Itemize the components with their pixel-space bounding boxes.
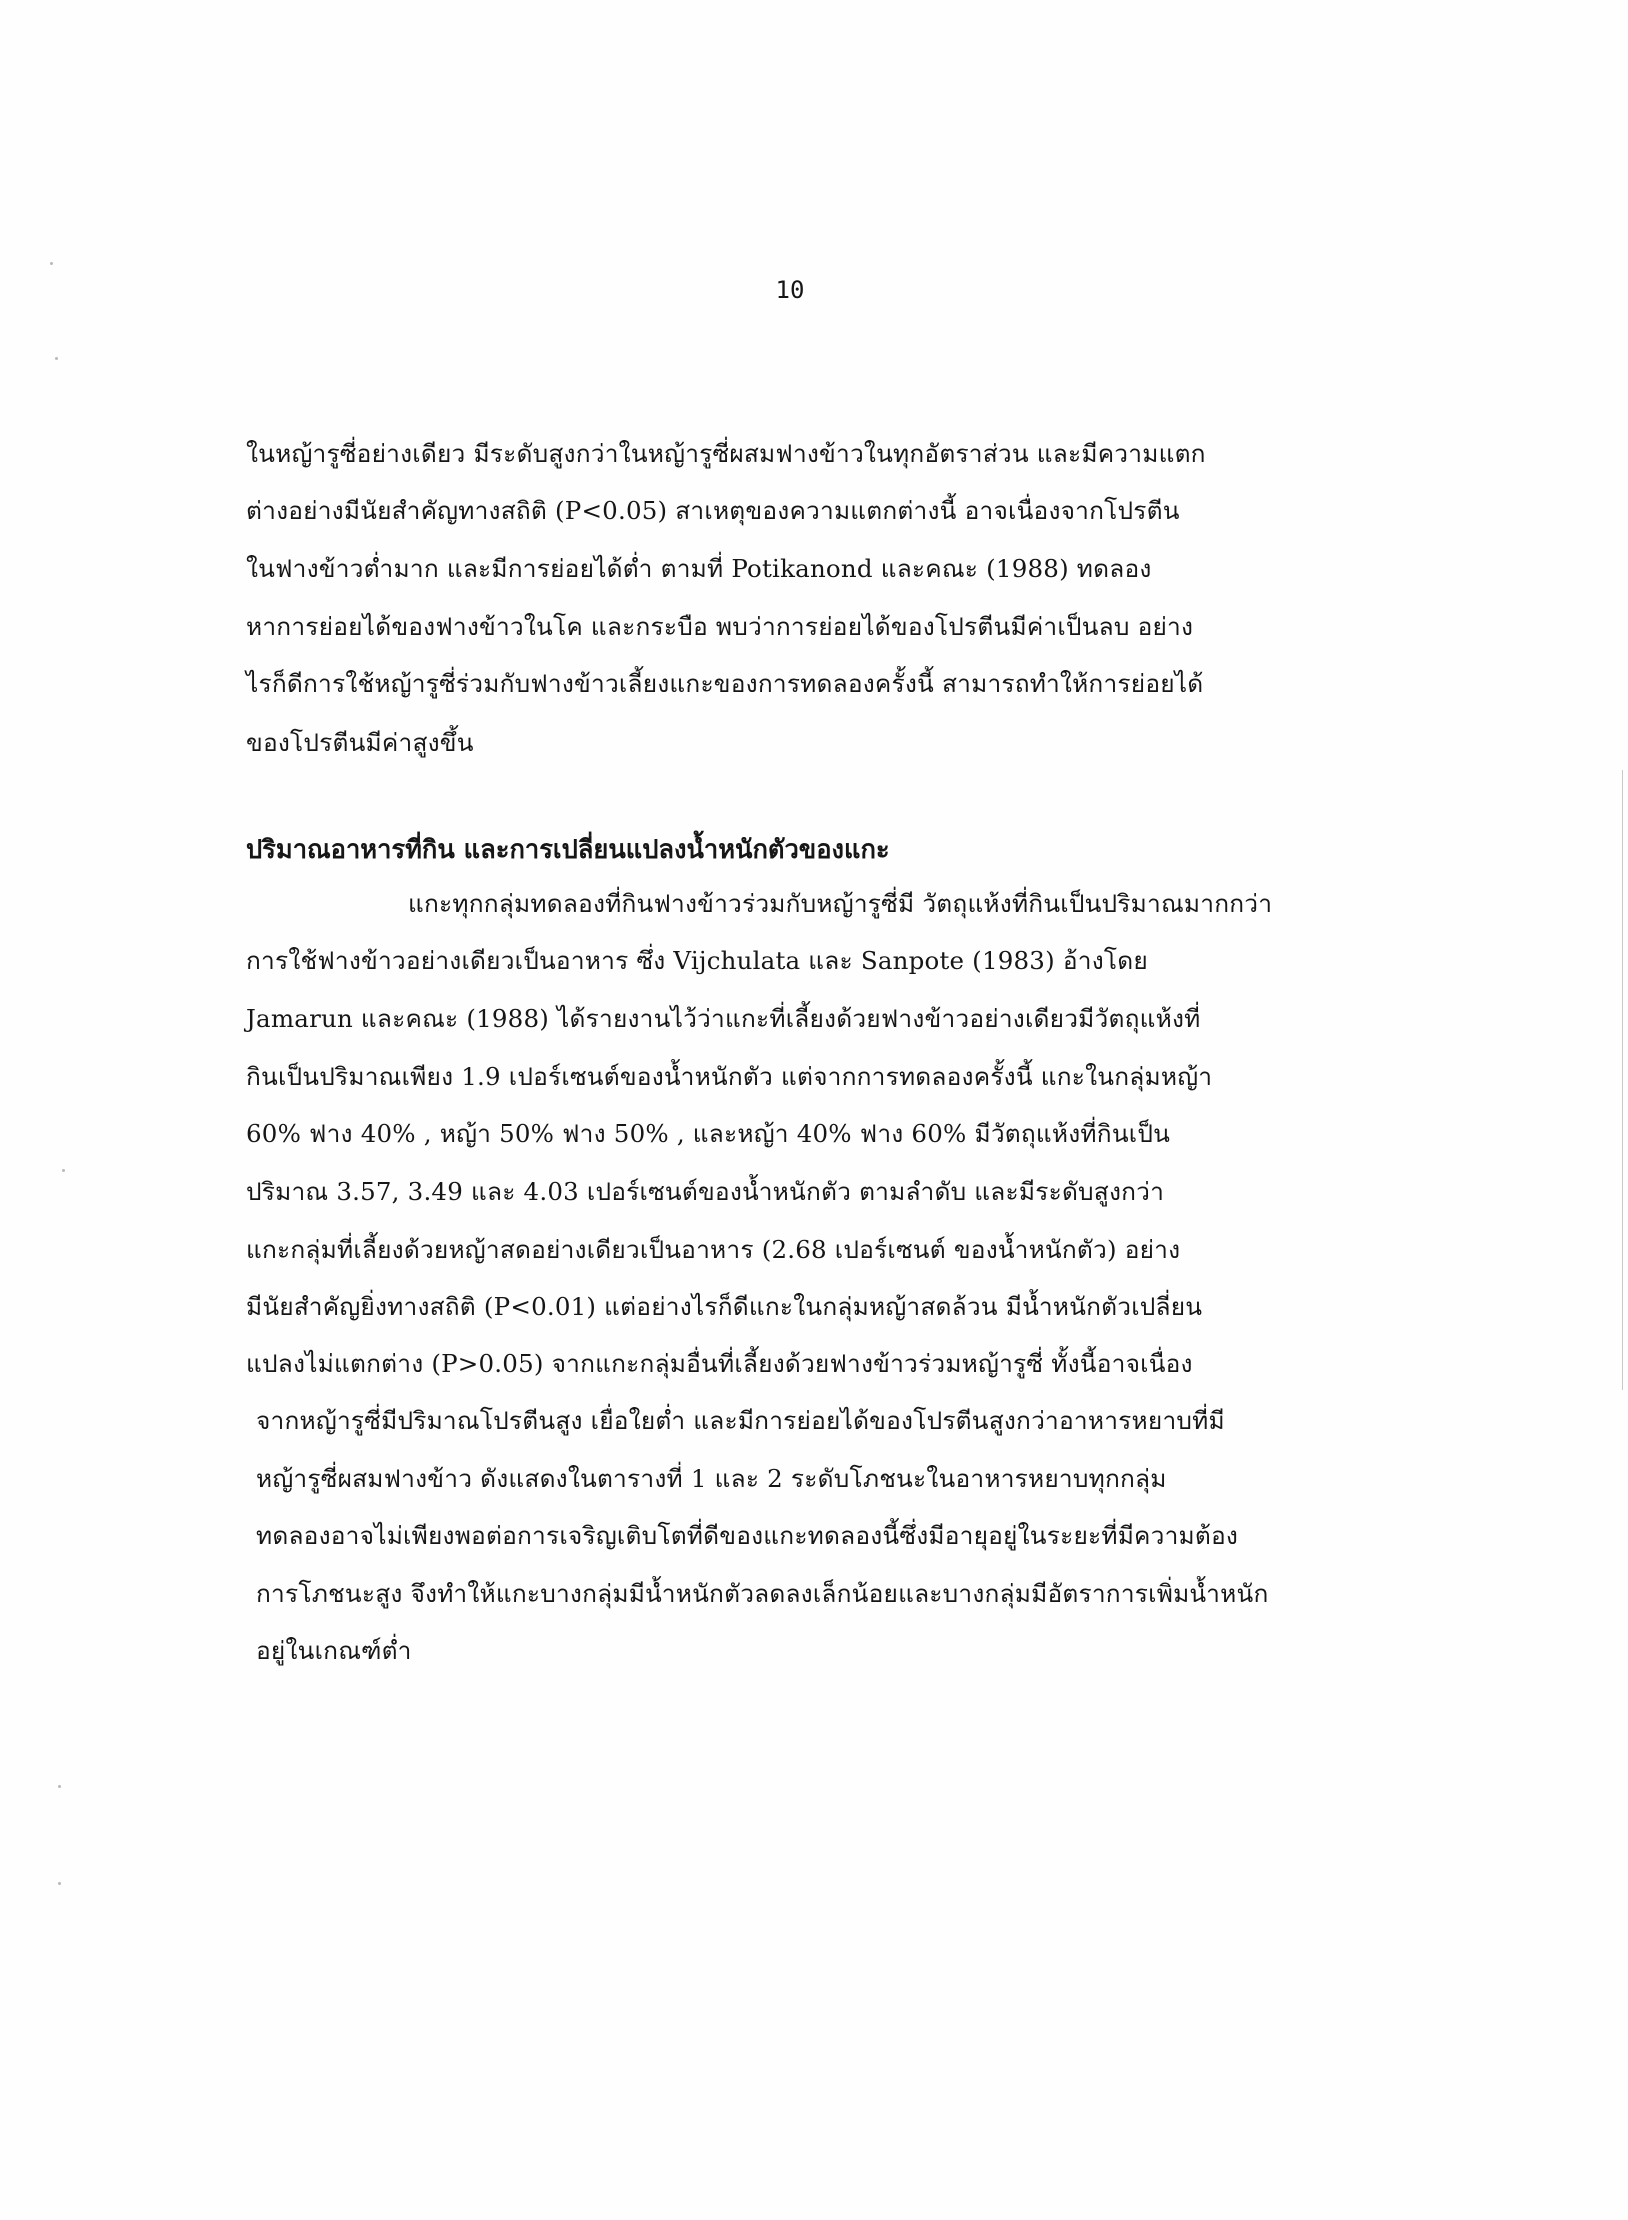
paragraph-2-line: 60% ฟาง 40% , หญ้า 50% ฟาง 50% , และหญ้า 40% ฟาง 60% มีวัตถุแห้งที่กินเป็น — [246, 1119, 1171, 1148]
paragraph-2-line: จากหญ้ารูซี่มีปริมาณโปรตีนสูง เยื่อใยต่ำ และมีการย่อยได้ของโปรตีนสูงกว่าอาหารหยาบที่มี — [256, 1406, 1225, 1435]
paragraph-2-line: แกะทุกกลุ่มทดลองที่กินฟางข้าวร่วมกับหญ้ารูซี่มี วัตถุแห้งที่กินเป็นปริมาณมากกว่า — [408, 889, 1273, 918]
paragraph-1-line: ต่างอย่างมีนัยสำคัญทางสถิติ (P<0.05) สาเหตุของความแตกต่างนี้ อาจเนื่องจากโปรตีน — [246, 496, 1180, 525]
scan-edge-mark — [1622, 770, 1623, 1390]
paragraph-2-line: หญ้ารูซี่ผสมฟางข้าว ดังแสดงในตารางที่ 1 และ 2 ระดับโภชนะในอาหารหยาบทุกกลุ่ม — [256, 1464, 1167, 1493]
paragraph-1-line: หาการย่อยได้ของฟางข้าวในโค และกระบือ พบว่าการย่อยได้ของโปรตีนมีค่าเป็นลบ อย่าง — [246, 612, 1194, 641]
paragraph-2-line: การโภชนะสูง จึงทำให้แกะบางกลุ่มมีน้ำหนักตัวลดลงเล็กน้อยและบางกลุ่มมีอัตราการเพิ่มน้ำหนัก — [256, 1579, 1269, 1608]
section-heading: ปริมาณอาหารที่กิน และการเปลี่ยนแปลงน้ำหนักตัวของแกะ — [246, 835, 890, 865]
paragraph-1-line: ในฟางข้าวต่ำมาก และมีการย่อยได้ต่ำ ตามที่ Potikanond และคณะ (1988) ทดลอง — [246, 554, 1152, 583]
paragraph-1-line: ของโปรตีนมีค่าสูงขึ้น — [246, 728, 474, 757]
scan-speck — [55, 357, 58, 360]
page-number: 10 — [775, 276, 805, 304]
paragraph-2-line: อยู่ในเกณฑ์ต่ำ — [256, 1636, 412, 1665]
paragraph-2-line: มีนัยสำคัญยิ่งทางสถิติ (P<0.01) แต่อย่างไรก็ดีแกะในกลุ่มหญ้าสดล้วน มีน้ำหนักตัวเปลี่ยน — [246, 1292, 1203, 1321]
scan-speck — [58, 1785, 61, 1788]
paragraph-2-line: Jamarun และคณะ (1988) ได้รายงานไว้ว่าแกะที่เลี้ยงด้วยฟางข้าวอย่างเดียวมีวัตถุแห้งที่ — [246, 1004, 1201, 1033]
paragraph-2-line: แกะกลุ่มที่เลี้ยงด้วยหญ้าสดอย่างเดียวเป็นอาหาร (2.68 เปอร์เซนต์ ของน้ำหนักตัว) อย่าง — [246, 1235, 1181, 1264]
paragraph-2-line: แปลงไม่แตกต่าง (P>0.05) จากแกะกลุ่มอื่นที่เลี้ยงด้วยฟางข้าวร่วมหญ้ารูซี่ ทั้งนี้อาจเนื่อง — [246, 1349, 1193, 1378]
paragraph-2-line: ปริมาณ 3.57, 3.49 และ 4.03 เปอร์เซนต์ของน้ำหนักตัว ตามลำดับ และมีระดับสูงกว่า — [246, 1177, 1165, 1206]
scan-speck — [62, 1169, 65, 1172]
paragraph-1-line: ไรก็ดีการใช้หญ้ารูซี่ร่วมกับฟางข้าวเลี้ยงแกะของการทดลองครั้งนี้ สามารถทำให้การย่อยได้ — [246, 669, 1204, 698]
scan-speck — [50, 262, 53, 265]
paragraph-2-line: การใช้ฟางข้าวอย่างเดียวเป็นอาหาร ซึ่ง Vijchulata และ Sanpote (1983) อ้างโดย — [246, 946, 1148, 975]
scan-speck — [58, 1882, 61, 1885]
paragraph-1-line: ในหญ้ารูซี่อย่างเดียว มีระดับสูงกว่าในหญ้ารูซี่ผสมฟางข้าวในทุกอัตราส่วน และมีความแตก — [246, 439, 1206, 468]
paragraph-2-line: กินเป็นปริมาณเพียง 1.9 เปอร์เซนต์ของน้ำหนักตัว แต่จากการทดลองครั้งนี้ แกะในกลุ่มหญ้า — [246, 1062, 1213, 1091]
paragraph-2-line: ทดลองอาจไม่เพียงพอต่อการเจริญเติบโตที่ดีของแกะทดลองนี้ซึ่งมีอายุอยู่ในระยะที่มีความต้อง — [256, 1521, 1239, 1550]
